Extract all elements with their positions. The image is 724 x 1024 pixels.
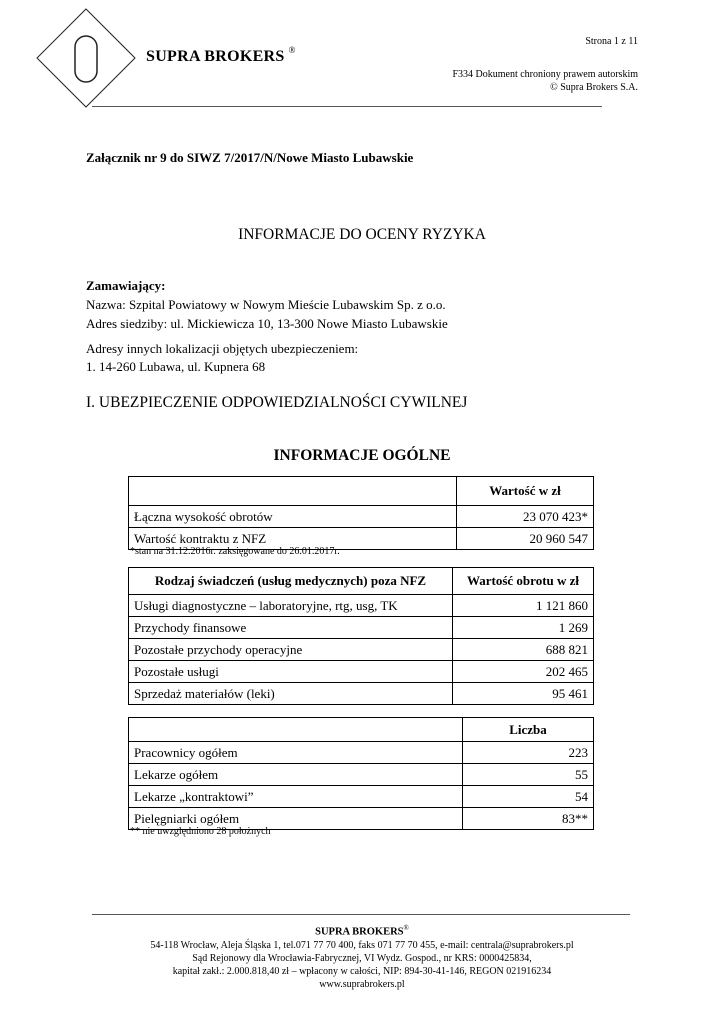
footer-brand: SUPRA BROKERS®	[315, 924, 409, 938]
copyright-note: F334 Dokument chroniony prawem autorskim © Supra Brokers S.A.	[452, 69, 638, 93]
footer-website: www.suprabrokers.pl	[319, 978, 405, 990]
table3-footnote: ** nie uwzględniono 28 położnych	[130, 826, 271, 837]
table-row: Pracownicy ogółem 223	[129, 742, 594, 764]
footer-address: 54-118 Wrocław, Aleja Śląska 1, tel.071 77 70 400, faks 071 77 70 455, e-mail: centrala@suprabrokers.pl	[150, 939, 574, 951]
client-label: Zamawiający:	[86, 278, 166, 293]
client-info	[86, 276, 448, 333]
table-row: Przychody finansowe 1 269	[129, 617, 594, 639]
header-divider	[92, 106, 602, 107]
supra-brokers-logo	[36, 8, 136, 108]
table-row: Sprzedaż materiałów (leki) 95 461	[129, 683, 594, 705]
table-row: Lekarze „kontraktowi” 54	[129, 786, 594, 808]
table-row: Pielęgniarki ogółem 83**	[129, 808, 594, 830]
turnover-table: Wartość w zł Łączna wysokość obrotów 23 070 423* Wartość kontraktu z NFZ 20 960 547	[128, 476, 594, 550]
table-row: Lekarze ogółem 55	[129, 764, 594, 786]
table-row: Łączna wysokość obrotów 23 070 423*	[129, 506, 594, 528]
footer-court: Sąd Rejonowy dla Wrocławia-Fabrycznej, VI Wydz. Gospod., nr KRS: 0000425834,	[192, 952, 532, 964]
table-row: Pozostałe przychody operacyjne 688 821	[129, 639, 594, 661]
footer-capital: kapitał zakł.: 2.000.818,40 zł – wpłacony w całości, NIP: 894-30-41-146, REGON 021916234	[172, 965, 552, 977]
section-title: I. UBEZPIECZENIE ODPOWIEDZIALNOŚCI CYWILNEJ	[86, 394, 468, 411]
table1-footnote: *stan na 31.12.2016r. zaksięgowane do 26.01.2017r.	[130, 546, 340, 557]
staff-table: Liczba Pracownicy ogółem 223 Lekarze ogółem 55 Lekarze „kontraktowi” 54 Pielęgniarki ogółem 83**	[128, 717, 594, 830]
table-row: Pozostałe usługi 202 465	[129, 661, 594, 683]
services-table: Rodzaj świadczeń (usług medycznych) poza NFZ Wartość obrotu w zł Usługi diagnostyczne – laboratoryjne, rtg, usg, TK 1 121 860 Przychody finansowe 1 269 Pozostałe przychody operacyjne 688 821 Pozostałe usługi 202 465 Sprzedaż materiałów (leki) 95 461	[128, 567, 594, 705]
client-name: Nazwa: Szpital Powiatowy w Nowym Mieście Lubawskim Sp. z o.o.	[86, 297, 446, 312]
other-locations: Adresy innych lokalizacji objętych ubezpieczeniem: 1. 14-260 Lubawa, ul. Kupnera 68	[86, 341, 359, 374]
table-row: Usługi diagnostyczne – laboratoryjne, rtg, usg, TK 1 121 860	[129, 595, 594, 617]
header-brand: SUPRA BROKERS ®	[146, 45, 296, 65]
attachment-title: Załącznik nr 9 do SIWZ 7/2017/N/Nowe Miasto Lubawskie	[86, 150, 414, 165]
subsection-title: INFORMACJE OGÓLNE	[273, 447, 451, 464]
page-number: Strona 1 z 11	[585, 36, 638, 47]
footer-divider	[92, 914, 630, 915]
table-row: Wartość kontraktu z NFZ 20 960 547	[129, 528, 594, 550]
page-title: INFORMACJE DO OCENY RYZYKA	[238, 226, 486, 243]
client-address: Adres siedziby: ul. Mickiewicza 10, 13-300 Nowe Miasto Lubawskie	[86, 316, 448, 331]
footer	[0, 922, 724, 991]
